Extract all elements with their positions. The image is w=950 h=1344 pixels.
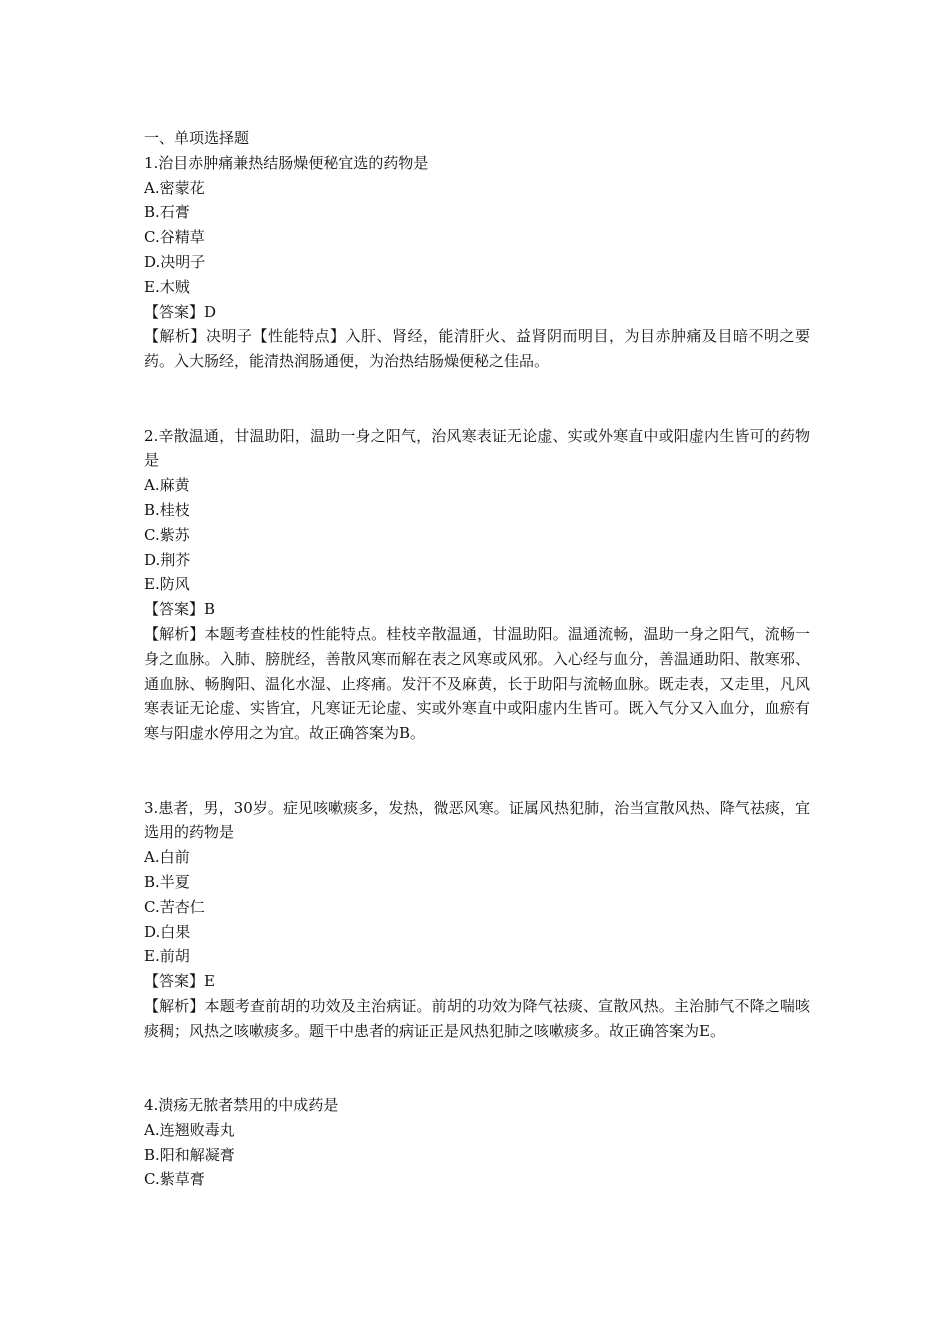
- spacer: [144, 1043, 810, 1093]
- question-2: [144, 424, 810, 746]
- option-a: A.白前: [144, 848, 190, 867]
- option-e: E.木贼: [144, 277, 190, 296]
- option-e: E.防风: [144, 575, 190, 594]
- option-e: E.前胡: [144, 947, 190, 966]
- answer: 【答案】B: [144, 600, 216, 619]
- question-1: [144, 151, 810, 374]
- question-stem: 3.患者，男，30岁。症见咳嗽痰多，发热，微恶风寒。证属风热犯肺，治当宣散风热、降气祛痰，宜选用的药物是: [144, 798, 810, 842]
- analysis: 【解析】决明子【性能特点】入肝、肾经，能清肝火、益肾阴而明目，为目赤肿痛及目暗不明之要药。入大肠经，能清热润肠通便，为治热结肠燥便秘之佳品。: [144, 327, 810, 371]
- option-b: B.半夏: [144, 872, 190, 891]
- spacer: [144, 374, 810, 424]
- option-b: B.桂枝: [144, 500, 190, 519]
- option-d: D.决明子: [144, 252, 206, 271]
- question-4: [144, 1093, 810, 1192]
- option-a: A.麻黄: [144, 476, 190, 495]
- analysis: 【解析】本题考查前胡的功效及主治病证。前胡的功效为降气祛痰、宣散风热。主治肺气不降之喘咳痰稠；风热之咳嗽痰多。题干中患者的病证正是风热犯肺之咳嗽痰多。故正确答案为E。: [144, 996, 810, 1040]
- question-stem: 1.治目赤肿痛兼热结肠燥便秘宜选的药物是: [144, 153, 429, 172]
- option-d: D.白果: [144, 922, 191, 941]
- analysis: 【解析】本题考查桂枝的性能特点。桂枝辛散温通，甘温助阳。温通流畅，温助一身之阳气，流畅一身之血脉。入肺、膀胱经，善散风寒而解在表之风寒或风邪。入心经与血分，善温通助阳、散寒邪、通血脉、畅胸阳、温化水湿、止疼痛。发汗不及麻黄，长于助阳与流畅血脉。既走表，又走里，凡风寒表证无论虚、实皆宜，凡寒证无论虚、实或外寒直中或阳虚内生皆可。既入气分又入血分，血瘀有寒与阳虚水停用之为宜。故正确答案为B。: [144, 624, 810, 743]
- question-stem: 2.辛散温通，甘温助阳，温助一身之阳气，治风寒表证无论虚、实或外寒直中或阳虚内生皆可的药物是: [144, 426, 810, 470]
- option-b: B.阳和解凝膏: [144, 1145, 235, 1164]
- answer: 【答案】E: [144, 972, 215, 991]
- option-c: C.紫苏: [144, 525, 190, 544]
- answer: 【答案】D: [144, 302, 217, 321]
- option-c: C.紫草膏: [144, 1170, 205, 1189]
- option-d: D.荆芥: [144, 550, 191, 569]
- question-3: [144, 796, 810, 1044]
- spacer: [144, 746, 810, 796]
- document-page: [144, 126, 810, 1192]
- option-b: B.石膏: [144, 203, 190, 222]
- option-a: A.连翘败毒丸: [144, 1120, 235, 1139]
- question-stem: 4.溃疡无脓者禁用的中成药是: [144, 1096, 339, 1115]
- option-c: C.谷精草: [144, 228, 205, 247]
- option-c: C.苦杏仁: [144, 897, 205, 916]
- section-title: 一、单项选择题: [144, 129, 250, 147]
- option-a: A.密蒙花: [144, 178, 205, 197]
